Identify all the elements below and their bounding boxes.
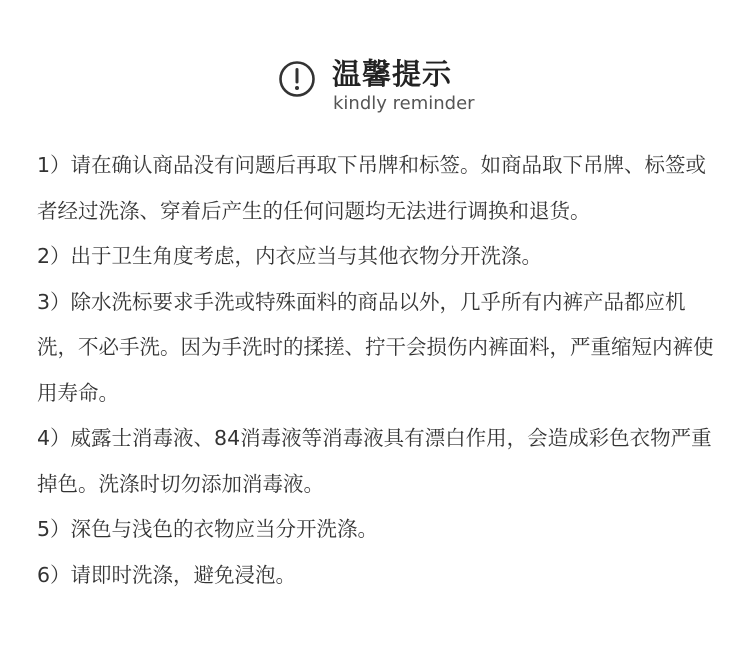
page-subtitle: kindly reminder [333, 93, 475, 114]
note-item: 3）除水洗标要求手洗或特殊面料的商品以外，几乎所有内裤产品都应机洗，不必手洗。因为手洗时的揉搓、拧干会损伤内裤面料，严重缩短内裤使用寿命。 [37, 289, 714, 405]
alert-circle-icon [278, 60, 316, 98]
note-item: 6）请即时洗涤，避免浸泡。 [37, 562, 297, 587]
note-item: 2）出于卫生角度考虑，内衣应当与其他衣物分开洗涤。 [37, 244, 543, 268]
reminder-header [278, 50, 538, 120]
page-title: 温馨提示 [332, 57, 453, 91]
note-item: 4）威露士消毒液、84消毒液等消毒液具有漂白作用，会造成彩色衣物严重掉色。洗涤时切勿添加消毒液。 [37, 426, 712, 496]
note-item: 1）请在确认商品没有问题后再取下吊牌和标签。如商品取下吊牌、标签或者经过洗涤、穿着后产生的任何问题均无法进行调换和退货。 [37, 153, 707, 223]
notes-list [37, 143, 717, 598]
note-item: 5）深色与浅色的衣物应当分开洗涤。 [37, 517, 379, 541]
